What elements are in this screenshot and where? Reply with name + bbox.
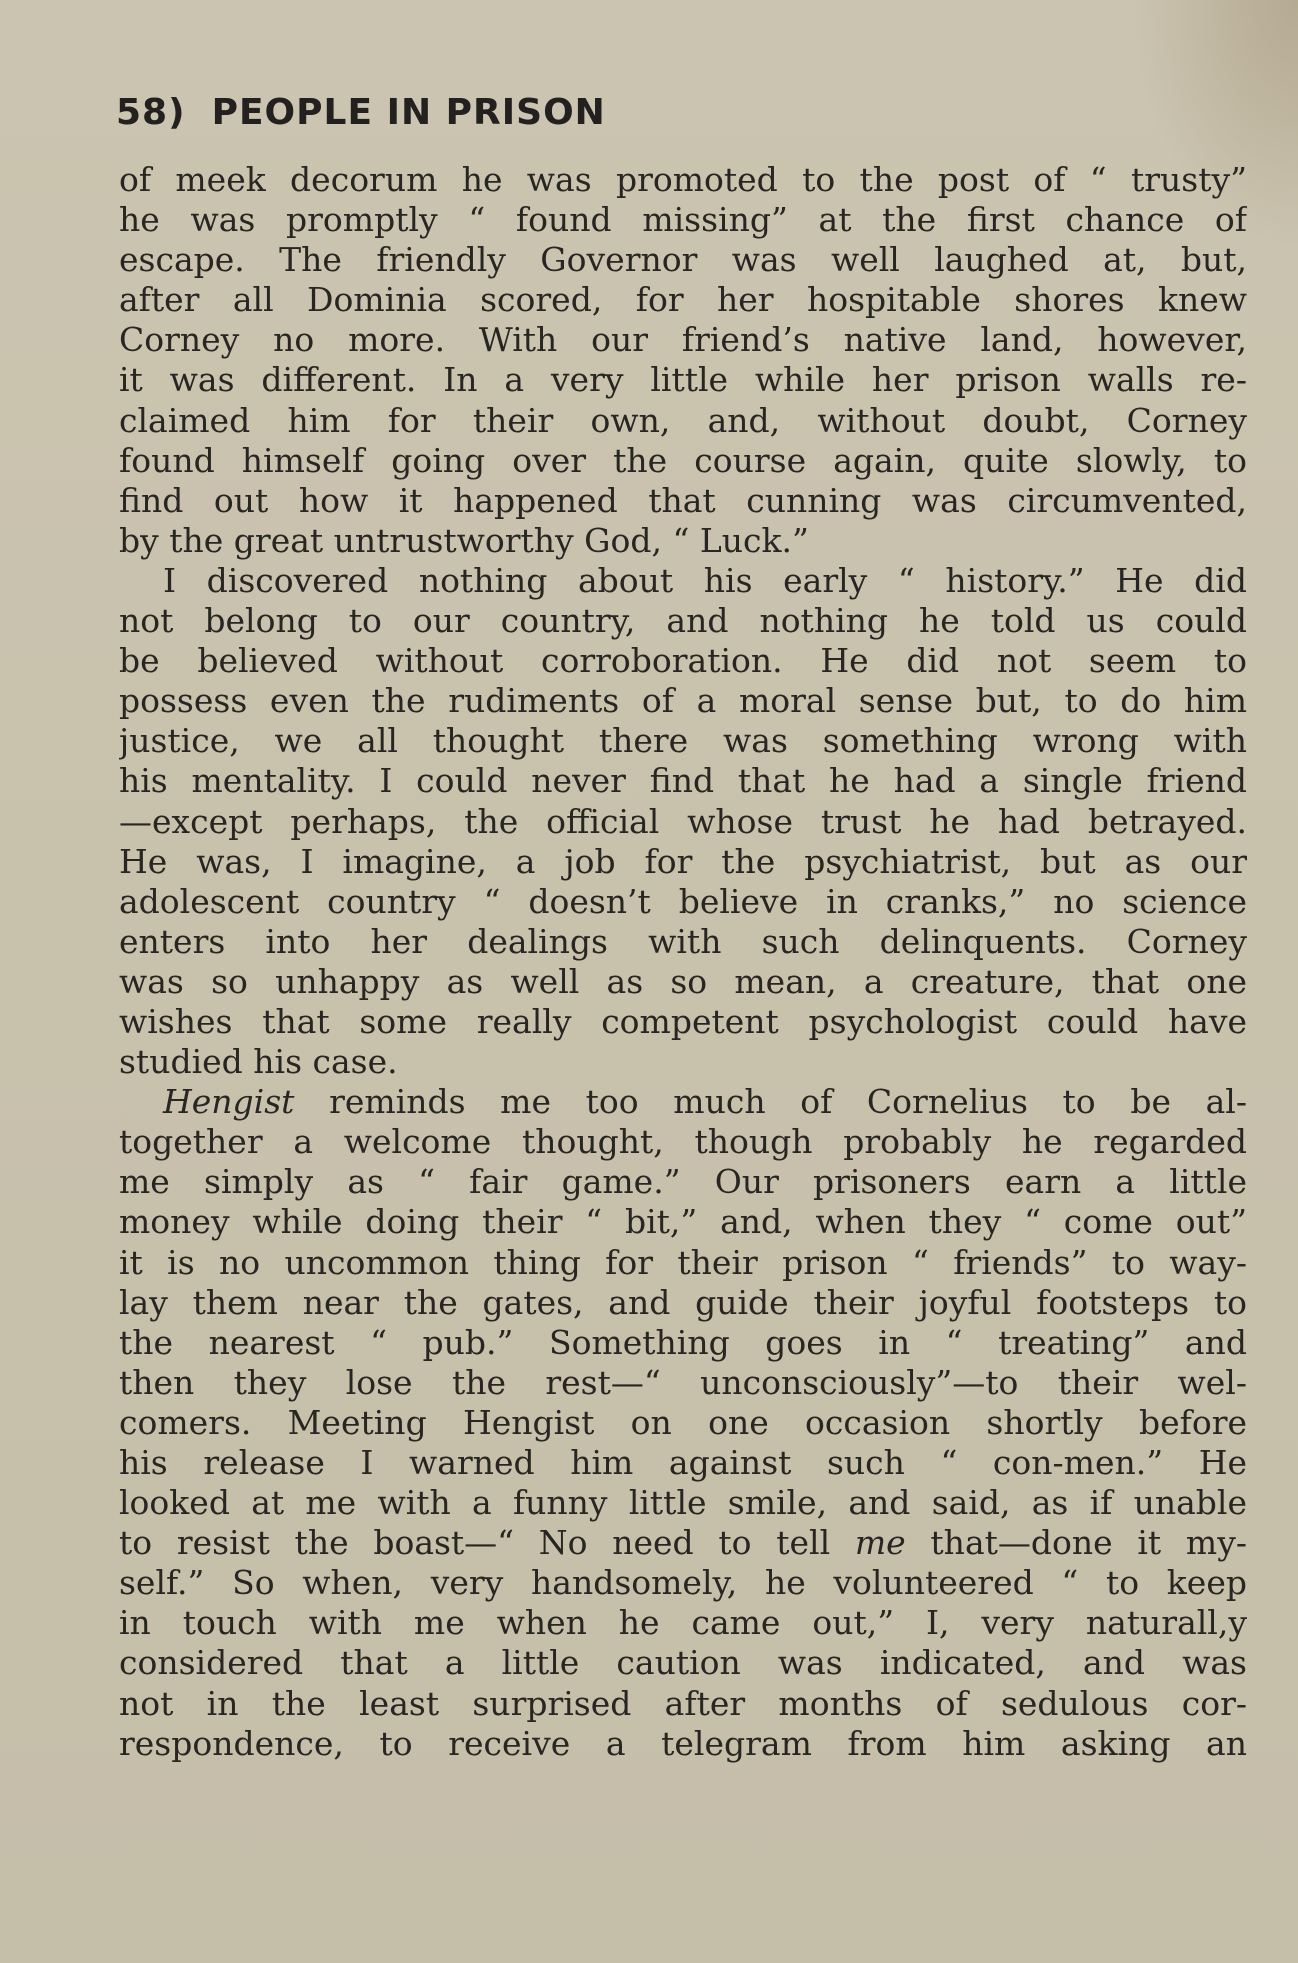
text-line: lay them near the gates, and guide their joyful footsteps to: [119, 1282, 1247, 1322]
text-line: respondence, to receive a telegram from him asking an: [119, 1723, 1247, 1763]
page-number: 58): [116, 92, 186, 133]
text-line: it was different. In a very little while her prison walls re-: [119, 360, 1247, 400]
text-line: then they lose the rest—“ unconsciously”—to their wel-: [119, 1362, 1247, 1402]
text-line: his release I warned him against such “ con-men.” He: [119, 1443, 1247, 1482]
text-line: money while doing their “ bit,” and, when they “ come out”: [119, 1202, 1247, 1242]
text-run: reminds me too much of Cornelius to be al-: [294, 1082, 1247, 1122]
text-line: found himself going over the course again, quite slowly, to: [119, 440, 1247, 480]
text-line: not belong to our country, and nothing he told us could: [119, 601, 1247, 641]
text-line: was so unhappy as well as so mean, a creature, that one: [119, 961, 1247, 1001]
text-line: comers. Meeting Hengist on one occasion shortly before: [119, 1402, 1247, 1442]
text-line: find out how it happened that cunning was circumvented,: [119, 480, 1247, 520]
text-line: after all Dominia scored, for her hospitable shores knew: [119, 280, 1247, 320]
text-line: claimed him for their own, and, without doubt, Corney: [119, 400, 1247, 440]
text-line: Corney no more. With our friend’s native land, however,: [119, 320, 1247, 360]
text-line: adolescent country “ doesn’t believe in cranks,” no science: [119, 881, 1247, 921]
text-line: —except perhaps, the official whose trust he had betrayed.: [119, 801, 1247, 841]
text-run: that—done it my-: [905, 1523, 1247, 1563]
text-line: justice, we all thought there was something wrong with: [119, 721, 1247, 761]
text-line: not in the least surprised after months of sedulous cor-: [119, 1683, 1247, 1723]
text-line: he was promptly “ found missing” at the first chance of: [119, 200, 1247, 240]
text-line: [119, 1523, 1247, 1563]
text-line: escape. The friendly Governor was well laughed at, but,: [119, 240, 1247, 280]
text-line: be believed without corroboration. He did not seem to: [119, 641, 1247, 681]
text-line: studied his case.: [119, 1042, 398, 1082]
text-line: the nearest “ pub.” Something goes in “ treating” and: [119, 1322, 1247, 1362]
text-line: his mentality. I could never find that he had a single friend: [119, 761, 1247, 801]
text-line: looked at me with a funny little smile, and said, as if unable: [119, 1483, 1247, 1523]
text-line: it is no uncommon thing for their prison “ friends” to way-: [119, 1242, 1247, 1282]
text-line: I discovered nothing about his early “ history.” He did: [163, 560, 1247, 600]
italic-name: Hengist: [163, 1082, 295, 1122]
text-line: in touch with me when he came out,” I, very naturall,y: [119, 1603, 1247, 1643]
text-line: considered that a little caution was indicated, and was: [119, 1643, 1247, 1683]
text-run: to resist the boast—“ No need to tell: [119, 1523, 855, 1563]
text-line: wishes that some really competent psychologist could have: [119, 1001, 1247, 1041]
running-head: [116, 92, 606, 133]
italic-word: me: [854, 1523, 906, 1563]
text-line: of meek decorum he was promoted to the post of “ trusty”: [119, 160, 1247, 199]
text-line: me simply as “ fair game.” Our prisoners earn a little: [119, 1162, 1247, 1202]
text-line: possess even the rudiments of a moral sense but, to do him: [119, 681, 1247, 721]
text-line: together a welcome thought, though probably he regarded: [119, 1122, 1247, 1162]
text-line: by the great untrustworthy God, “ Luck.”: [119, 520, 809, 560]
chapter-title: PEOPLE IN PRISON: [211, 92, 606, 133]
text-line: enters into her dealings with such delinquents. Corney: [119, 921, 1247, 961]
text-line: [119, 1082, 1247, 1122]
text-line: He was, I imagine, a job for the psychiatrist, but as our: [119, 841, 1247, 881]
body-text: [119, 160, 1247, 1764]
text-line: self.” So when, very handsomely, he volunteered “ to keep: [119, 1563, 1247, 1603]
